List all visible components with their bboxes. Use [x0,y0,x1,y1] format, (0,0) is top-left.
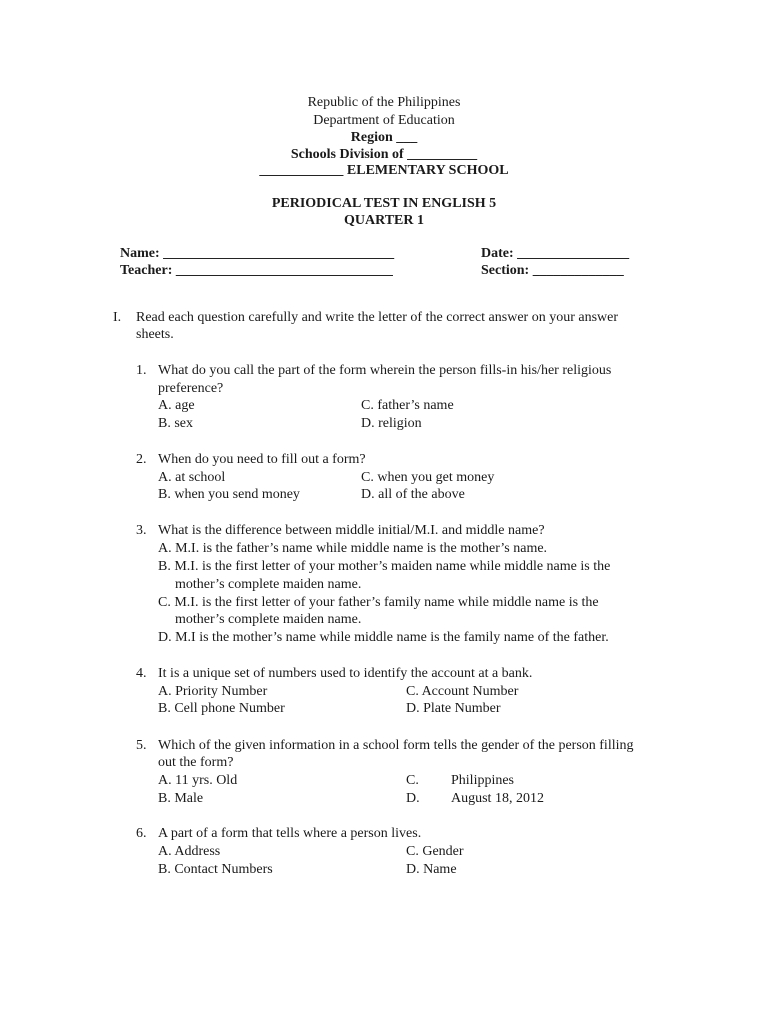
header-school: ____________ ELEMENTARY SCHOOL [259,163,509,178]
choice-a: A. M.I. is the father’s name while middle name is the mother’s name. [158,541,548,556]
question-text: What is the difference between middle initial/M.I. and middle name? [158,523,545,538]
test-title: PERIODICAL TEST IN ENGLISH 5 [271,196,497,211]
header-region: Region ___ [350,130,418,145]
choice-c: C. M.I. is the first letter of your father’s family name while middle name is the [158,595,599,610]
question-text: out the form? [158,755,234,770]
test-quarter: QUARTER 1 [343,213,424,228]
choice-b: B. when you send money [158,487,300,502]
choice-d: D. all of the above [361,487,465,502]
header-department: Department of Education [313,113,455,128]
choice-b: B. Cell phone Number [158,701,285,716]
choice-a: A. 11 yrs. Old [158,773,238,788]
choice-d: D. Plate Number [406,701,501,716]
question-number: 1. [136,363,147,378]
instructions-number: I. [113,310,122,325]
choice-d: D. religion [361,416,422,431]
question-text: A part of a form that tells where a person lives. [158,826,422,841]
choice-a: A. at school [158,470,226,485]
choice-d: D. Name [406,862,457,877]
choice-c-continued: mother’s complete maiden name. [175,612,362,627]
choice-c: C. Gender [406,844,464,859]
choice-d: D. M.I is the mother’s name while middle name is the family name of the father. [158,630,609,645]
name-field: Name: _________________________________ [120,246,395,261]
choice-c: C. Account Number [406,684,519,699]
question-text: Which of the given information in a school form tells the gender of the person filling [158,738,634,753]
choice-c: C. father’s name [361,398,454,413]
question-text: It is a unique set of numbers used to identify the account at a bank. [158,666,533,681]
header-republic: Republic of the Philippines [307,95,461,110]
section-field: Section: _____________ [481,263,624,278]
date-field: Date: ________________ [481,246,630,261]
question-number: 3. [136,523,147,538]
question-number: 6. [136,826,147,841]
choice-a: A. Address [158,844,221,859]
choice-c-letter: C. [406,773,419,788]
instructions-text-line1: Read each question carefully and write the letter of the correct answer on your answer [136,310,619,325]
teacher-field: Teacher: _______________________________ [120,263,393,278]
choice-c: C. when you get money [361,470,495,485]
question-text: When do you need to fill out a form? [158,452,366,467]
question-text: What do you call the part of the form wherein the person fills-in his/her religious [158,363,612,378]
question-number: 4. [136,666,147,681]
choice-b: B. M.I. is the first letter of your mother’s maiden name while middle name is the [158,559,611,574]
choice-b: B. sex [158,416,193,431]
choice-b: B. Male [158,791,204,806]
header-division: Schools Division of __________ [290,147,478,162]
question-text: preference? [158,381,224,396]
choice-a: A. age [158,398,195,413]
choice-d: August 18, 2012 [451,791,544,806]
choice-b: B. Contact Numbers [158,862,273,877]
choice-a: A. Priority Number [158,684,268,699]
choice-c: Philippines [451,773,515,788]
instructions-text-line2: sheets. [136,327,174,342]
question-number: 2. [136,452,147,467]
choice-d-letter: D. [406,791,420,806]
choice-b-continued: mother’s complete maiden name. [175,577,362,592]
question-number: 5. [136,738,147,753]
